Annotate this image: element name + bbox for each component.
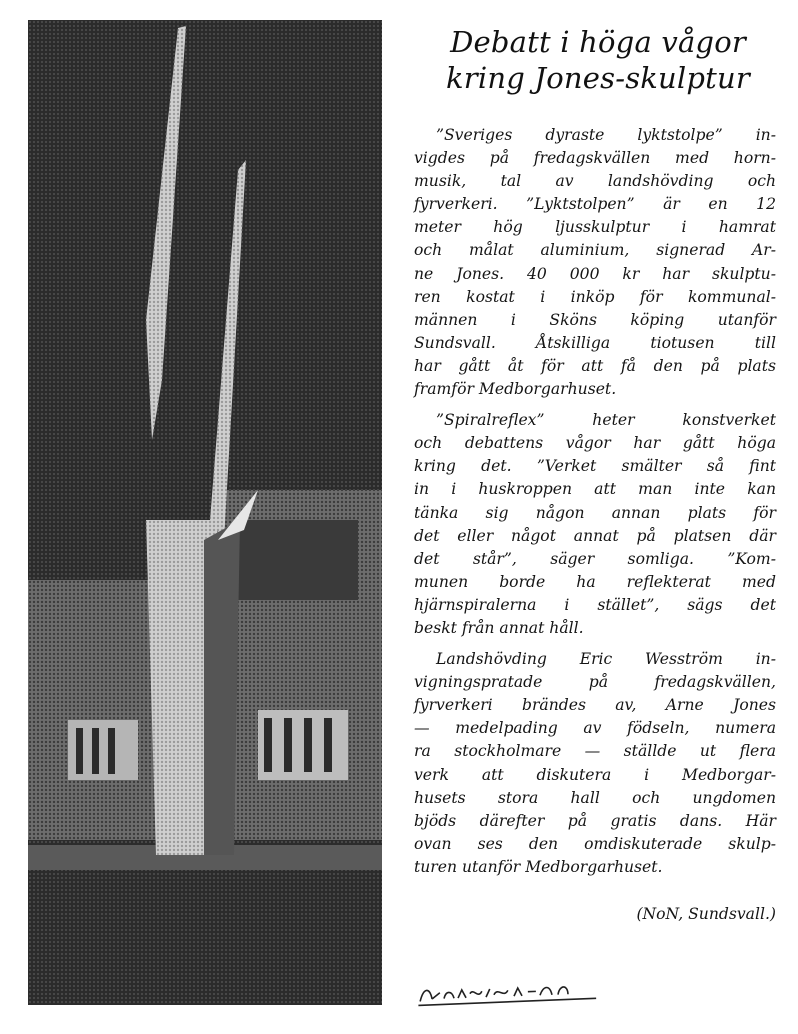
article-line: vigningspratade på fredagskvällen, — [414, 673, 776, 692]
article-paragraph-2 — [414, 409, 776, 640]
article-line: in i huskroppen att man inte kan — [414, 480, 776, 499]
article-line: Sundsvall. Åtskilliga tiotusen till — [414, 333, 776, 352]
article-line: ”Sveriges dyraste lyktstolpe” in- — [436, 126, 776, 144]
article-line: har gått åt för att få den på plats — [414, 356, 776, 375]
headline-line-1: Debatt i höga vågor — [450, 25, 746, 59]
article-line: männen i Sköns köping utanför — [414, 310, 776, 329]
article-line: det eller något annat på platsen där — [414, 526, 776, 545]
article-line: ren kostat i inköp för kommunal- — [414, 287, 776, 306]
article-line: munen borde ha reflekterat med — [414, 572, 776, 591]
sculpture-photo — [28, 20, 382, 1005]
handwritten-date-note — [418, 977, 619, 1015]
article-line: det står”, säger somliga. ”Kom- — [414, 549, 776, 568]
article-line: beskt från annat håll. — [414, 618, 584, 637]
sculpture-photo-image — [28, 20, 382, 1005]
article-line: och målat aluminium, signerad Ar- — [414, 241, 776, 260]
article-line: vigdes på fredagskvällen med horn- — [414, 149, 776, 168]
article-line: ”Spiralreflex” heter konstverket — [436, 411, 776, 430]
headline-line-2: kring Jones-skulptur — [446, 61, 750, 95]
handwritten-scribble — [418, 977, 609, 1010]
article-paragraph-1 — [414, 124, 776, 401]
article-line: turen utanför Medborgarhuset. — [414, 857, 663, 876]
article-line: fyrverkeri. ”Lyktstolpen” är en 12 — [414, 195, 776, 214]
article-line: ovan ses den omdiskuterade skulp- — [414, 834, 776, 853]
article-line: hjärnspiralerna i stället”, sägs det — [414, 595, 776, 614]
article-line: tänka sig någon annan plats för — [414, 503, 776, 522]
article-source: (NoN, Sundsvall.) — [636, 905, 776, 923]
article-line: ne Jones. 40 000 kr har skulptu- — [414, 264, 776, 283]
article-line: bjöds därefter på gratis dans. Här — [414, 811, 776, 830]
article-line: och debattens vågor har gått höga — [414, 434, 776, 453]
article-line: framför Medborgarhuset. — [414, 380, 617, 399]
article-line: ra stockholmare — ställde ut flera — [414, 742, 776, 761]
article-line: musik, tal av landshövding och — [414, 172, 776, 191]
article-line: verk att diskutera i Medborgar- — [414, 765, 776, 784]
headline — [418, 24, 778, 96]
article-body — [414, 124, 776, 887]
article-line: husets stora hall och ungdomen — [414, 788, 776, 807]
article-line: fyrverkeri brändes av, Arne Jones — [414, 696, 776, 715]
article-line: — medelpading av födseln, numera — [414, 719, 776, 738]
article-line: meter hög ljusskulptur i hamrat — [414, 218, 776, 237]
article-line: Landshövding Eric Wesström in- — [436, 650, 776, 669]
article-paragraph-3 — [414, 648, 776, 879]
article-line: kring det. ”Verket smälter så fint — [414, 457, 776, 476]
